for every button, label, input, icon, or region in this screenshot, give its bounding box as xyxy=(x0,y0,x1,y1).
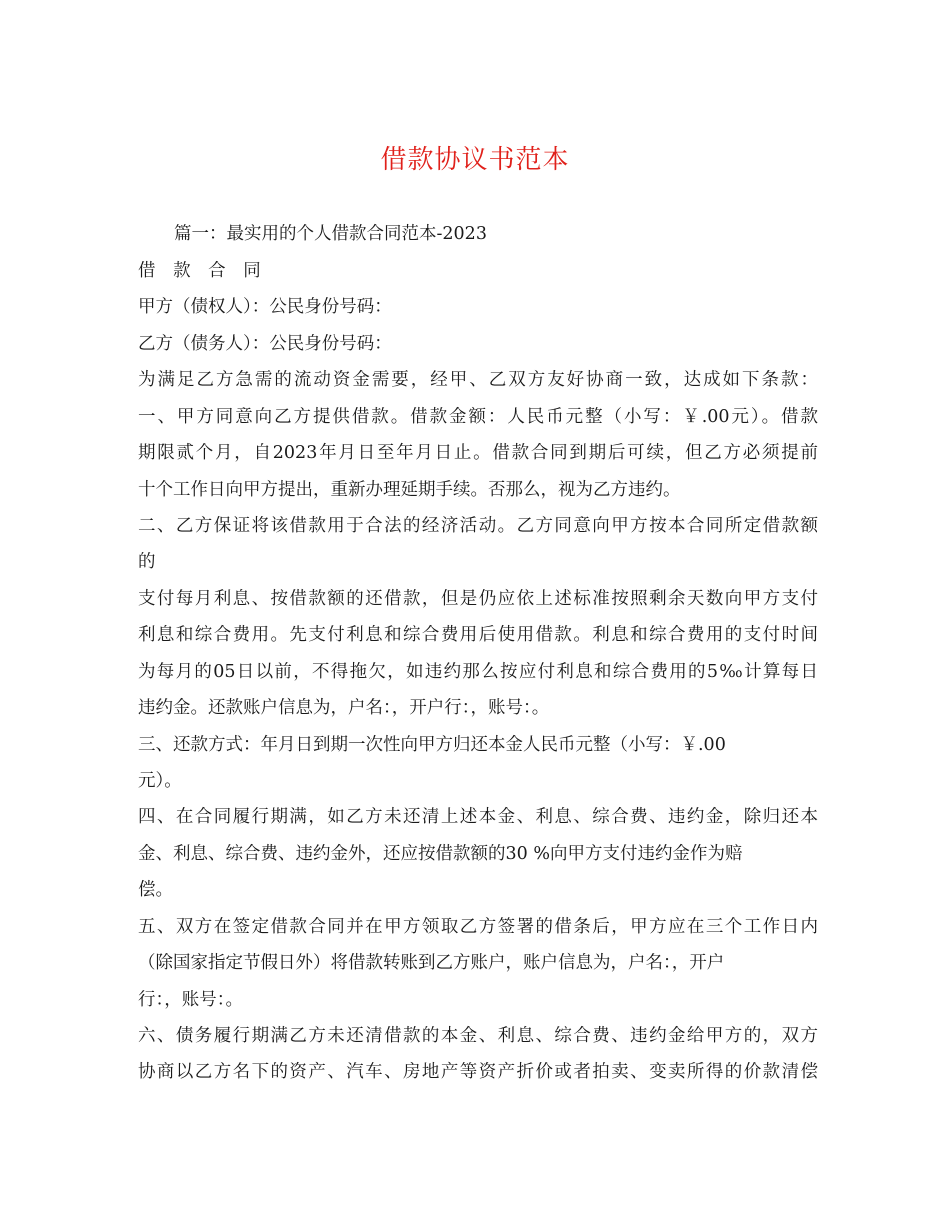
paragraph-line: （除国家指定节假日外）将借款转账到乙方账户，账户信息为，户名：，开户 xyxy=(138,953,725,973)
party-b-line: 乙方（债务人）：公民身份号码： xyxy=(138,334,392,354)
paragraph-line: 二、乙方保证将该借款用于合法的经济活动。乙方同意向甲方按本合同所定借款额 xyxy=(138,516,818,536)
paragraph-line: 为每月的05日以前，不得拖欠，如违约那么按应付利息和综合费用的5‰计算每日 xyxy=(138,662,818,682)
paragraph-line: 金、利息、综合费、违约金外，还应按借款额的30 %向甲方支付违约金作为赔 xyxy=(138,844,743,864)
paragraph-line: 三、还款方式：年月日到期一次性向甲方归还本金人民币元整（小写：￥.00 xyxy=(138,735,726,755)
paragraph-line: 行：，账号：。 xyxy=(138,990,243,1010)
paragraph-line: 协商以乙方名下的资产、汽车、房地产等资产折价或者拍卖、变卖所得的价款清偿 xyxy=(138,1062,818,1082)
paragraph-line: 的 xyxy=(138,552,156,572)
paragraph-line: 支付每月利息、按借款额的还借款，但是仍应依上述标准按照剩余天数向甲方支付 xyxy=(138,589,818,609)
paragraph-line: 十个工作日向甲方提出，重新办理延期手续。否那么，视为乙方违约。 xyxy=(138,480,681,500)
paragraph-line: 偿。 xyxy=(138,880,173,900)
paragraph-line: 五、双方在签定借款合同并在甲方领取乙方签署的借条后，甲方应在三个工作日内 xyxy=(138,917,818,937)
contract-heading: 借 款 合 同 xyxy=(138,261,267,281)
document-title: 借款协议书范本 xyxy=(380,145,570,175)
paragraph-line: 利息和综合费用。先支付利息和综合费用后使用借款。利息和综合费用的支付时间 xyxy=(138,625,818,645)
paragraph-line: 六、债务履行期满乙方未还清借款的本金、利息、综合费、违约金给甲方的，双方 xyxy=(138,1026,818,1046)
paragraph-line: 期限贰个月，自2023年月日至年月日止。借款合同到期后可续，但乙方必须提前 xyxy=(138,443,818,463)
section-heading: 篇一：最实用的个人借款合同范本-2023 xyxy=(174,224,487,244)
paragraph-line: 为满足乙方急需的流动资金需要，经甲、乙双方友好协商一致，达成如下条款： xyxy=(138,370,818,390)
paragraph-line: 一、甲方同意向乙方提供借款。借款金额：人民币元整（小写：￥.00元）。借款 xyxy=(138,407,818,427)
paragraph-line: 元）。 xyxy=(138,771,182,791)
paragraph-line: 违约金。还款账户信息为，户名：，开户行：，账号：。 xyxy=(138,698,550,718)
party-a-line: 甲方（债权人）：公民身份号码： xyxy=(138,297,392,317)
paragraph-line: 四、在合同履行期满，如乙方未还清上述本金、利息、综合费、违约金，除归还本 xyxy=(138,807,818,827)
